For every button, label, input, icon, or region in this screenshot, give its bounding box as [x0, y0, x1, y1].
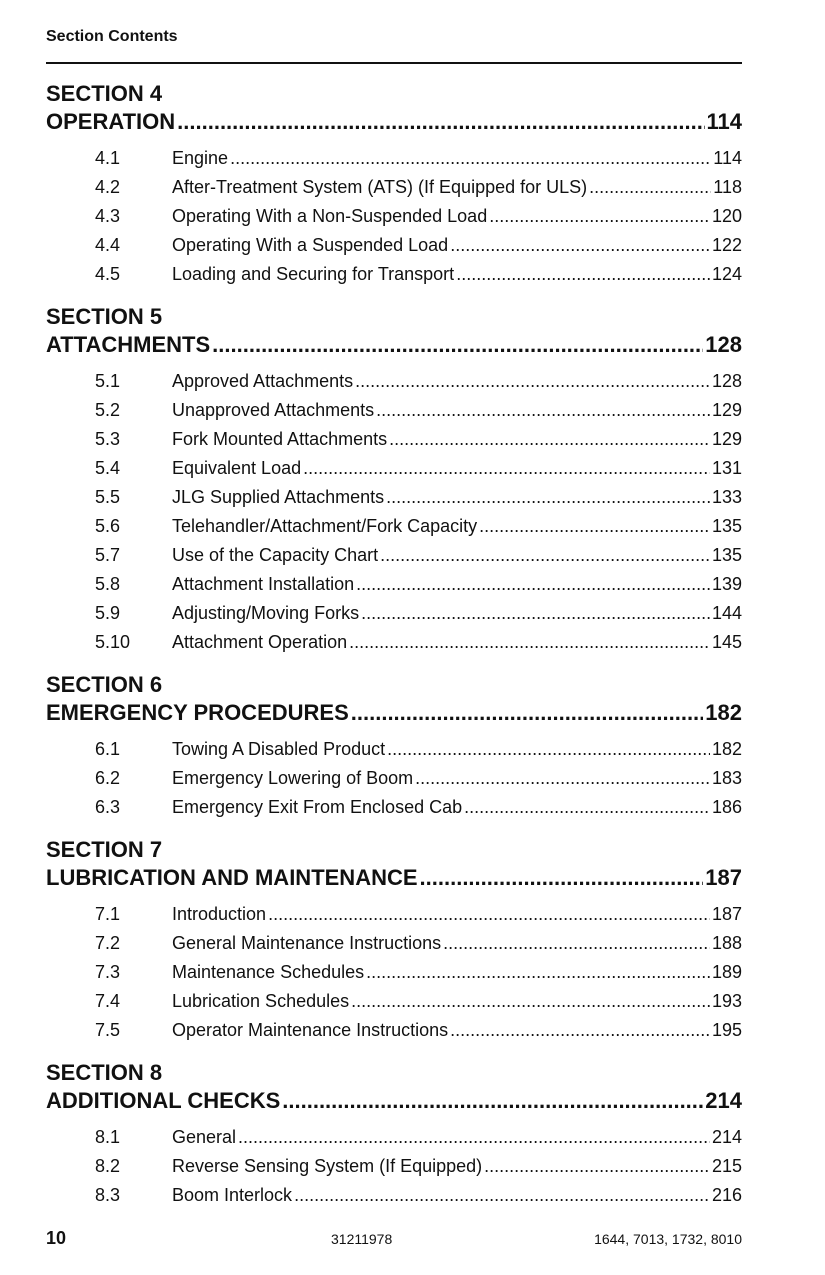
dot-leader	[450, 1016, 710, 1045]
dot-leader	[387, 735, 710, 764]
entry-title: Engine	[172, 148, 229, 168]
dot-leader	[484, 1152, 710, 1181]
section-title-row[interactable]	[46, 864, 742, 892]
toc-entry[interactable]	[46, 900, 742, 929]
toc-entry[interactable]	[46, 512, 742, 541]
dot-leader	[349, 628, 710, 657]
toc-entry[interactable]	[46, 260, 742, 289]
entry-number: 4.2	[95, 177, 121, 197]
entry-title: Telehandler/Attachment/Fork Capacity	[172, 516, 478, 536]
page-footer	[46, 1228, 742, 1252]
dot-leader	[589, 173, 711, 202]
toc-entry[interactable]	[46, 570, 742, 599]
entry-title: Unapproved Attachments	[172, 400, 375, 420]
entry-page-number: 128	[711, 371, 742, 391]
dot-leader	[351, 699, 704, 727]
dot-leader	[356, 570, 710, 599]
entry-page-number: 182	[711, 739, 742, 759]
entry-page-number: 118	[713, 177, 742, 197]
dot-leader	[420, 864, 704, 892]
entry-title: Emergency Exit From Enclosed Cab	[172, 797, 463, 817]
dot-leader	[303, 454, 710, 483]
dot-leader	[380, 541, 710, 570]
entry-number: 7.5	[95, 1020, 121, 1040]
entry-page-number: 144	[711, 603, 742, 623]
toc-entry[interactable]	[46, 144, 742, 173]
toc-entry[interactable]	[46, 483, 742, 512]
dot-leader	[268, 900, 710, 929]
entry-title: General	[172, 1127, 237, 1147]
toc-entry[interactable]	[46, 425, 742, 454]
dot-leader	[361, 599, 710, 628]
entry-title: Reverse Sensing System (If Equipped)	[172, 1156, 483, 1176]
section-title-row[interactable]	[46, 108, 742, 136]
entry-page-number: 114	[713, 148, 742, 168]
entry-page-number: 195	[711, 1020, 742, 1040]
entry-number: 4.3	[95, 206, 121, 226]
section-title-row[interactable]	[46, 331, 742, 359]
entry-title: Fork Mounted Attachments	[172, 429, 388, 449]
entry-number: 4.1	[95, 148, 121, 168]
toc-entry[interactable]	[46, 628, 742, 657]
document-number: 31211978	[331, 1231, 393, 1247]
toc-section	[46, 1059, 742, 1210]
toc-entry[interactable]	[46, 202, 742, 231]
section-page-number: 214	[705, 1088, 742, 1113]
entry-page-number: 188	[711, 933, 742, 953]
header-rule	[46, 62, 742, 64]
entry-number: 6.2	[95, 768, 121, 788]
toc-entry[interactable]	[46, 793, 742, 822]
dot-leader	[355, 367, 710, 396]
section-number: SECTION 4	[46, 81, 163, 106]
dot-leader	[456, 260, 710, 289]
page-number: 10	[46, 1228, 67, 1248]
entry-page-number: 189	[711, 962, 742, 982]
dot-leader	[282, 1087, 703, 1115]
model-numbers: 1644, 7013, 1732, 8010	[594, 1231, 742, 1247]
dot-leader	[230, 144, 711, 173]
toc-entry[interactable]	[46, 454, 742, 483]
section-number: SECTION 8	[46, 1060, 163, 1085]
entry-number: 5.1	[95, 371, 121, 391]
entry-title: General Maintenance Instructions	[172, 933, 442, 953]
entry-page-number: 183	[711, 768, 742, 788]
entry-page-number: 135	[711, 516, 742, 536]
entry-number: 7.4	[95, 991, 121, 1011]
entry-title: Boom Interlock	[172, 1185, 293, 1205]
entry-title: Lubrication Schedules	[172, 991, 350, 1011]
section-page-number: 187	[705, 865, 742, 890]
entry-number: 7.3	[95, 962, 121, 982]
entry-page-number: 135	[711, 545, 742, 565]
section-title: ADDITIONAL CHECKS	[46, 1088, 281, 1113]
dot-leader	[177, 108, 704, 136]
toc-entry[interactable]	[46, 541, 742, 570]
dot-leader	[389, 425, 710, 454]
entry-number: 6.3	[95, 797, 121, 817]
entry-page-number: 129	[711, 400, 742, 420]
dot-leader	[443, 929, 710, 958]
entry-page-number: 131	[711, 458, 742, 478]
dot-leader	[351, 987, 710, 1016]
running-header: Section Contents	[46, 28, 178, 45]
dot-leader	[489, 202, 710, 231]
entry-number: 4.4	[95, 235, 121, 255]
section-title-row[interactable]	[46, 699, 742, 727]
section-title: EMERGENCY PROCEDURES	[46, 700, 349, 725]
toc-entry[interactable]	[46, 1181, 742, 1210]
entry-number: 8.1	[95, 1127, 121, 1147]
toc-entry[interactable]	[46, 764, 742, 793]
toc-entry[interactable]	[46, 929, 742, 958]
toc-entry[interactable]	[46, 396, 742, 425]
toc-section	[46, 303, 742, 657]
entry-page-number: 186	[711, 797, 742, 817]
entry-page-number: 215	[711, 1156, 742, 1176]
section-title-row[interactable]	[46, 1087, 742, 1115]
entry-number: 5.6	[95, 516, 121, 536]
section-title: OPERATION	[46, 109, 176, 134]
entry-number: 5.10	[95, 632, 131, 652]
section-title: ATTACHMENTS	[46, 332, 211, 357]
entry-title: Approved Attachments	[172, 371, 354, 391]
entry-number: 8.3	[95, 1185, 121, 1205]
entry-number: 5.3	[95, 429, 121, 449]
entry-page-number: 133	[711, 487, 742, 507]
entry-title: Towing A Disabled Product	[172, 739, 386, 759]
section-number: SECTION 5	[46, 304, 163, 329]
entry-number: 8.2	[95, 1156, 121, 1176]
section-title: LUBRICATION AND MAINTENANCE	[46, 865, 418, 890]
toc-entry[interactable]	[46, 958, 742, 987]
dot-leader	[238, 1123, 710, 1152]
entry-page-number: 129	[711, 429, 742, 449]
entry-title: Operating With a Non-Suspended Load	[172, 206, 488, 226]
section-number: SECTION 7	[46, 837, 163, 862]
entry-page-number: 122	[711, 235, 742, 255]
entry-title: Loading and Securing for Transport	[172, 264, 455, 284]
entry-number: 5.4	[95, 458, 121, 478]
entry-page-number: 216	[711, 1185, 742, 1205]
section-page-number: 128	[705, 332, 742, 357]
toc-entry[interactable]	[46, 367, 742, 396]
entry-number: 5.7	[95, 545, 121, 565]
entry-page-number: 214	[711, 1127, 742, 1147]
toc-entry[interactable]	[46, 599, 742, 628]
section-page-number: 182	[705, 700, 742, 725]
table-of-contents	[46, 80, 742, 1224]
entry-title: Maintenance Schedules	[172, 962, 365, 982]
entry-page-number: 193	[711, 991, 742, 1011]
entry-title: Equivalent Load	[172, 458, 302, 478]
entry-title: Use of the Capacity Chart	[172, 545, 379, 565]
entry-page-number: 139	[711, 574, 742, 594]
entry-title: Operator Maintenance Instructions	[172, 1020, 449, 1040]
entry-title: JLG Supplied Attachments	[172, 487, 385, 507]
entry-title: Attachment Operation	[172, 632, 348, 652]
entry-number: 4.5	[95, 264, 121, 284]
entry-title: Introduction	[172, 904, 267, 924]
toc-section	[46, 671, 742, 822]
entry-page-number: 145	[711, 632, 742, 652]
entry-title: Emergency Lowering of Boom	[172, 768, 414, 788]
entry-number: 6.1	[95, 739, 121, 759]
dot-leader	[415, 764, 710, 793]
entry-number: 5.5	[95, 487, 121, 507]
toc-section	[46, 80, 742, 289]
dot-leader	[450, 231, 710, 260]
entry-title: Operating With a Suspended Load	[172, 235, 449, 255]
entry-number: 5.9	[95, 603, 121, 623]
entry-number: 7.1	[95, 904, 121, 924]
entry-page-number: 120	[711, 206, 742, 226]
toc-entry[interactable]	[46, 173, 742, 202]
section-page-number: 114	[706, 109, 742, 134]
entry-title: Adjusting/Moving Forks	[172, 603, 360, 623]
toc-entry[interactable]	[46, 735, 742, 764]
entry-title: After-Treatment System (ATS) (If Equipped for ULS)	[172, 177, 588, 197]
toc-section	[46, 836, 742, 1045]
toc-entry[interactable]	[46, 1123, 742, 1152]
toc-entry[interactable]	[46, 231, 742, 260]
entry-title: Attachment Installation	[172, 574, 355, 594]
dot-leader	[212, 331, 703, 359]
entry-number: 7.2	[95, 933, 121, 953]
dot-leader	[376, 396, 710, 425]
entry-number: 5.2	[95, 400, 121, 420]
dot-leader	[464, 793, 710, 822]
dot-leader	[366, 958, 710, 987]
dot-leader	[386, 483, 710, 512]
toc-entry[interactable]	[46, 1152, 742, 1181]
entry-page-number: 187	[711, 904, 742, 924]
dot-leader	[294, 1181, 710, 1210]
dot-leader	[479, 512, 710, 541]
entry-page-number: 124	[711, 264, 742, 284]
entry-number: 5.8	[95, 574, 121, 594]
toc-entry[interactable]	[46, 1016, 742, 1045]
toc-entry[interactable]	[46, 987, 742, 1016]
section-number: SECTION 6	[46, 672, 163, 697]
